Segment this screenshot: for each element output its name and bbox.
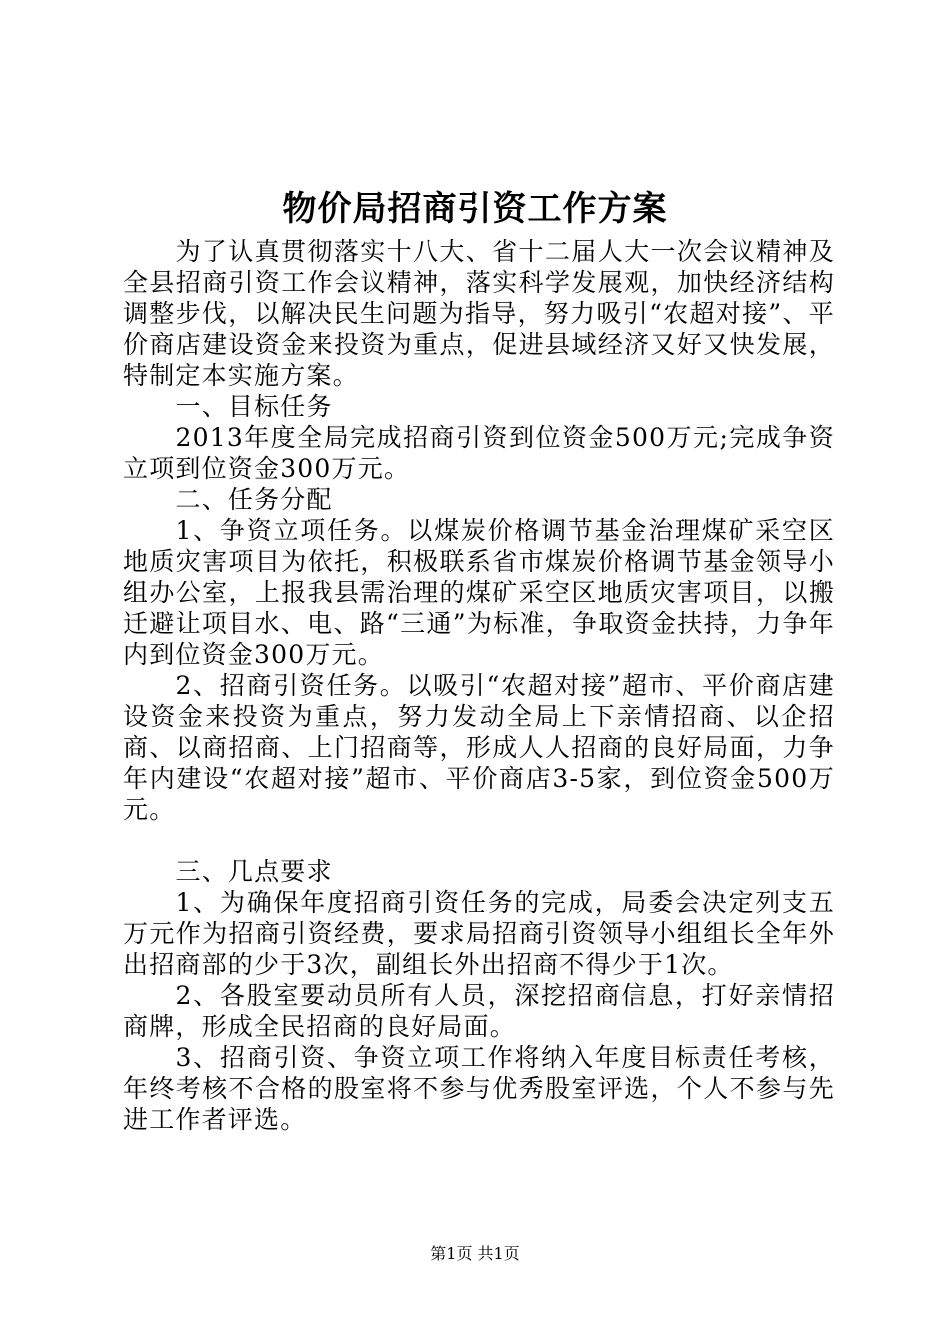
section-heading-tasks: 二、任务分配 xyxy=(175,485,333,514)
goals-paragraph: 2013年度全局完成招商引资到位资金500万元;完成争资立项到位资金300万元。 xyxy=(123,423,835,483)
task-paragraph-1: 1、争资立项任务。以煤炭价格调节基金治理煤矿采空区地质灾害项目为依托，积极联系省市煤炭价格调节基金领导小组办公室，上报我县需治理的煤矿采空区地质灾害项目，以搬迁避让项目水、电、路“三通”为标准，争取资金扶持，力争年内到位资金300万元。 xyxy=(123,516,835,669)
requirement-paragraph-1: 1、为确保年度招商引资任务的完成，局委会决定列支五万元作为招商引资经费，要求局招商引资领导小组组长全年外出招商部的少于3次，副组长外出招商不得少于1次。 xyxy=(123,888,835,979)
requirement-paragraph-3: 3、招商引资、争资立项工作将纳入年度目标责任考核，年终考核不合格的股室将不参与优秀股室评选，个人不参与先进工作者评选。 xyxy=(123,1043,835,1134)
blank-line xyxy=(123,825,835,856)
document-title: 物价局招商引资工作方案 xyxy=(282,189,668,229)
section-heading-goals: 一、目标任务 xyxy=(175,392,333,421)
document-body xyxy=(123,236,835,1135)
page-footer: 第1页 共1页 xyxy=(430,1244,520,1263)
intro-paragraph: 为了认真贯彻落实十八大、省十二届人大一次会议精神及全县招商引资工作会议精神，落实科学发展观，加快经济结构调整步伐，以解决民生问题为指导，努力吸引“农超对接”、平价商店建设资金来投资为重点，促进县域经济又好又快发展，特制定本实施方案。 xyxy=(123,237,835,390)
task-paragraph-2: 2、招商引资任务。以吸引“农超对接”超市、平价商店建设资金来投资为重点，努力发动全局上下亲情招商、以企招商、以商招商、上门招商等，形成人人招商的良好局面，力争年内建设“农超对接”超市、平价商店3-5家，到位资金500万元。 xyxy=(123,671,835,824)
requirement-paragraph-2: 2、各股室要动员所有人员，深挖招商信息，打好亲情招商牌，形成全民招商的良好局面。 xyxy=(123,981,835,1041)
section-heading-requirements: 三、几点要求 xyxy=(175,857,333,886)
